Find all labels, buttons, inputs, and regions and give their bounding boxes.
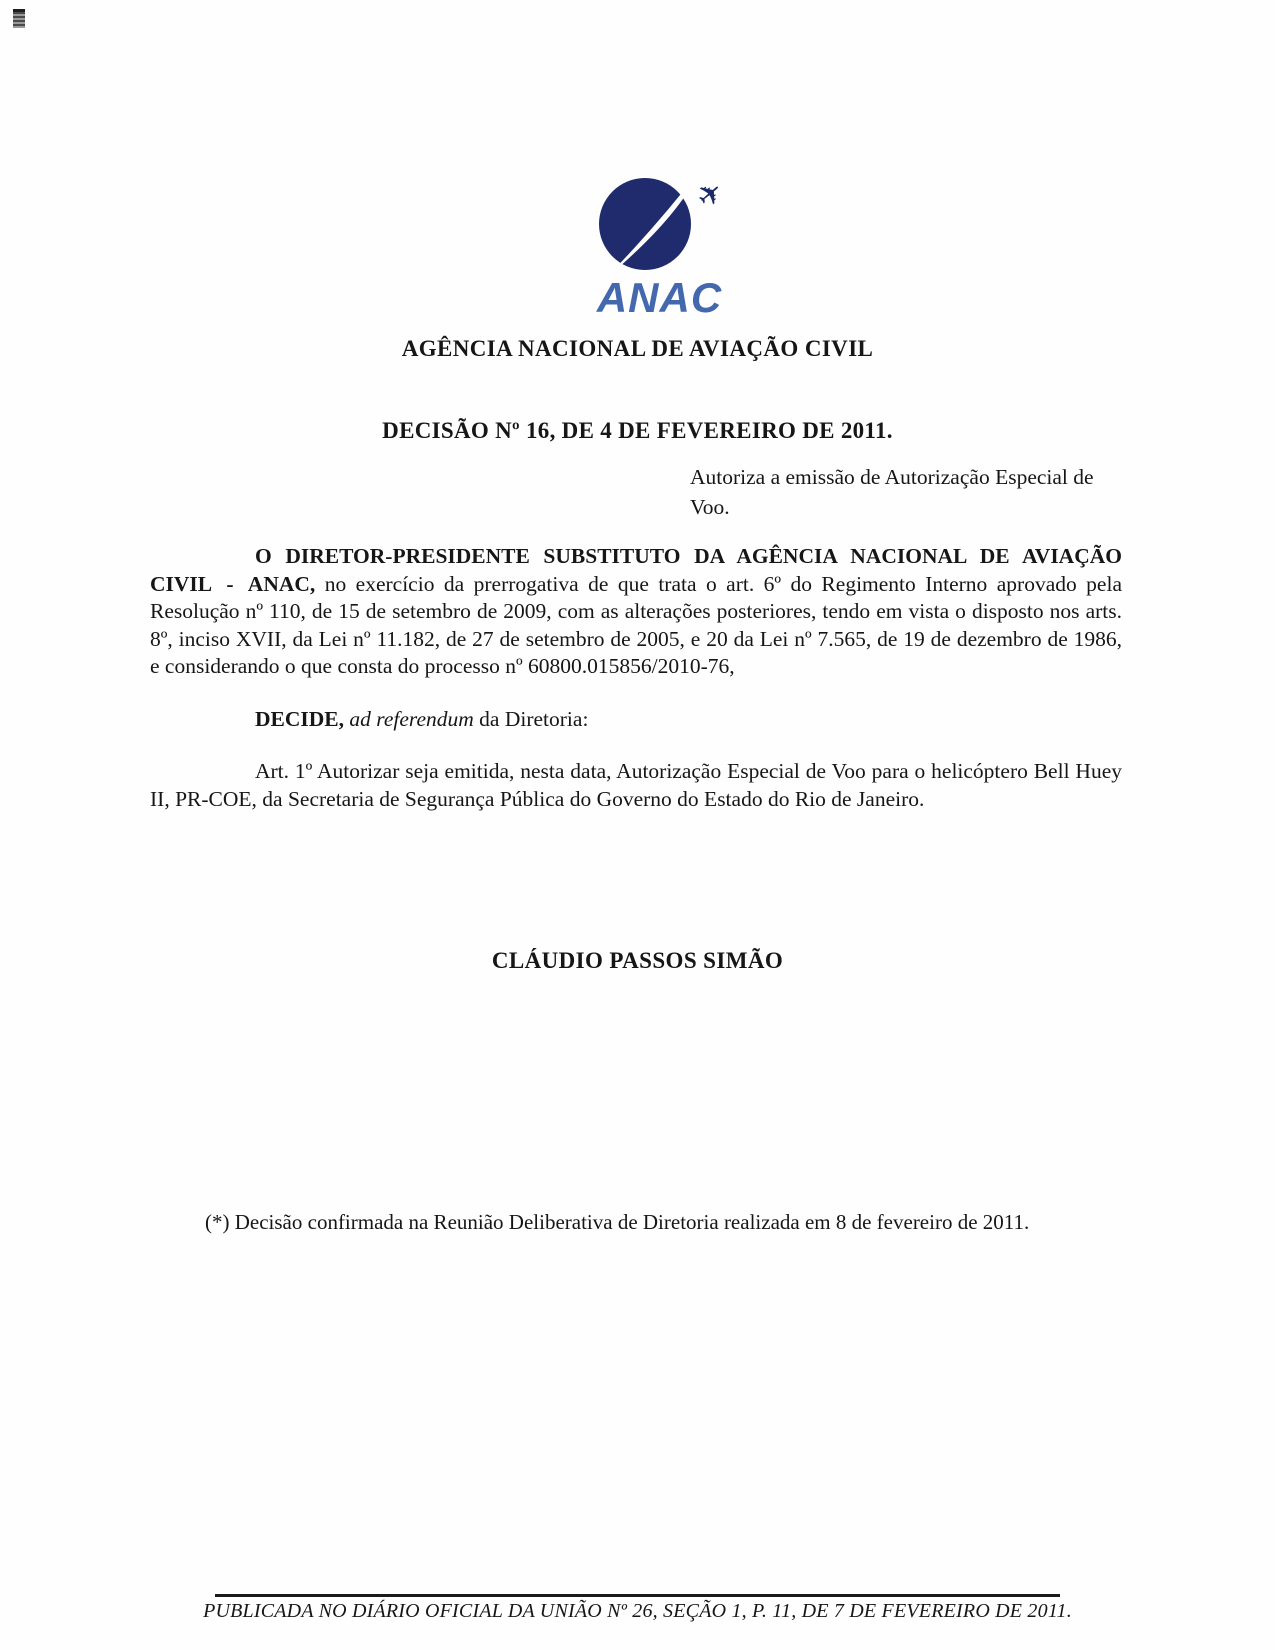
anac-logo [0,166,1275,322]
preamble-body: no exercício da prerrogativa de que trata o art. 6º do Regimento Interno aprovado pela Resolução nº 110, de 15 de setembro de 2009, com as alterações posteriores, tendo em vista o disposto nos arts. 8º, inciso XVII, da Lei nº 11.182, de 27 de setembro de 2005, e 20 da Lei nº 7.565, de 19 de dezembro de 1986, e considerando o que consta do processo nº 60800.015856/2010-76, [150,571,1122,679]
decide-line [150,707,1122,732]
scan-artifact [13,9,25,28]
preamble-paragraph [150,543,1122,681]
signature-name: CLÁUDIO PASSOS SIMÃO [491,948,784,973]
decide-rest: da Diretoria: [479,707,589,731]
decide-latin: ad referendum [344,707,480,731]
confirmation-footnote: (*) Decisão confirmada na Reunião Deliberativa de Diretoria realizada em 8 de fevereiro de 2011. [205,1210,1030,1234]
publication-note: PUBLICADA NO DIÁRIO OFICIAL DA UNIÃO Nº 26, SEÇÃO 1, P. 11, DE 7 DE FEVEREIRO DE 2011. [203,1600,1072,1622]
preamble-subject: O DIRETOR-PRESIDENTE SUBSTITUTO DA AGÊNCIA NACIONAL DE AVIAÇÃO CIVIL - ANAC, [150,544,1122,596]
footer-rule [215,1594,1060,1597]
anac-logo-mark [580,166,740,322]
anac-globe-icon [580,166,740,284]
anac-logo-text: ANAC [596,274,723,321]
decide-word: DECIDE, [255,707,345,731]
publication-footer [0,1594,1275,1623]
decision-title: DECISÃO Nº 16, DE 4 DE FEVEREIRO DE 2011. [382,418,893,443]
summary-ementa: Autoriza a emissão de Autorização Especial de Voo. [690,465,1094,519]
agency-name: AGÊNCIA NACIONAL DE AVIAÇÃO CIVIL [401,336,874,361]
airplane-icon: ✈ [689,173,731,217]
article-1: Art. 1º Autorizar seja emitida, nesta data, Autorização Especial de Voo para o helicóptero Bell Huey II, PR-COE, da Secretaria de Segurança Pública do Governo do Estado do Rio de Janeiro. [150,759,1122,811]
